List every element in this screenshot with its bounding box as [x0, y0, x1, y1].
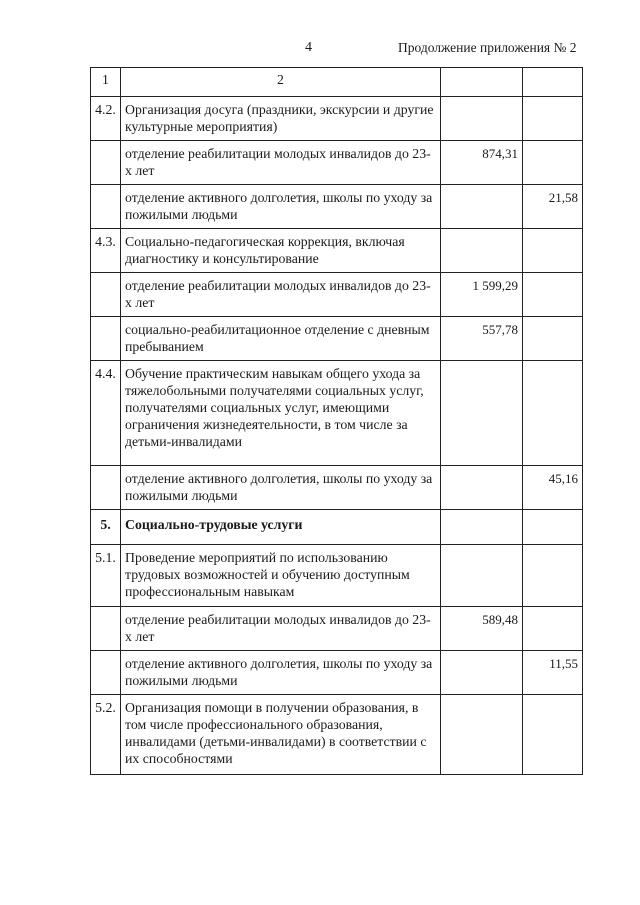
row-value-2-cell: 21,58	[523, 185, 583, 229]
row-name-cell: отделение активного долголетия, школы по уходу за пожилыми людьми	[121, 466, 441, 510]
service-row	[91, 545, 583, 607]
row-number-cell: 5.1.	[91, 545, 121, 607]
row-value-2-cell: 11,55	[523, 651, 583, 695]
row-value-2-cell	[523, 545, 583, 607]
service-row	[91, 97, 583, 141]
row-name-cell: Социально-трудовые услуги	[121, 510, 441, 545]
row-value-1-cell	[441, 466, 523, 510]
row-number-cell	[91, 317, 121, 361]
row-value-1-cell	[441, 510, 523, 545]
row-name-cell: Организация досуга (праздники, экскурсии и другие культурные мероприятия)	[121, 97, 441, 141]
service-row	[91, 695, 583, 775]
header-cell-value-2	[523, 68, 583, 97]
row-value-1-cell	[441, 97, 523, 141]
page-number: 4	[305, 40, 312, 55]
row-value-1-cell	[441, 545, 523, 607]
row-name-cell: Проведение мероприятий по использованию трудовых возможностей и обучению доступным профессиональным навыкам	[121, 545, 441, 607]
header-cell-value-1	[441, 68, 523, 97]
row-name-cell: Обучение практическим навыкам общего ухода за тяжелобольными получателями социальных услуг, получателями социальных услуг, имеющими ограничения жизнедеятельности, в том числе за детьми-инвалидами	[121, 361, 441, 466]
row-name-cell: Социально-педагогическая коррекция, включая диагностику и консультирование	[121, 229, 441, 273]
row-number-cell	[91, 185, 121, 229]
department-row	[91, 185, 583, 229]
row-value-2-cell	[523, 695, 583, 775]
row-number-cell	[91, 651, 121, 695]
row-value-2-cell	[523, 361, 583, 466]
row-value-1-cell: 874,31	[441, 141, 523, 185]
row-value-2-cell	[523, 141, 583, 185]
row-value-2-cell	[523, 273, 583, 317]
row-number-cell: 4.3.	[91, 229, 121, 273]
department-row	[91, 317, 583, 361]
header-cell-number: 1	[91, 68, 121, 97]
row-value-2-cell	[523, 510, 583, 545]
section-row	[91, 510, 583, 545]
row-number-cell	[91, 141, 121, 185]
row-value-1-cell	[441, 229, 523, 273]
row-value-1-cell	[441, 695, 523, 775]
row-name-cell: отделение реабилитации молодых инвалидов до 23-х лет	[121, 607, 441, 651]
department-row	[91, 141, 583, 185]
row-value-2-cell	[523, 317, 583, 361]
department-row	[91, 607, 583, 651]
row-name-cell: отделение реабилитации молодых инвалидов до 23-х лет	[121, 141, 441, 185]
service-row	[91, 229, 583, 273]
row-name-cell: социально-реабилитационное отделение с дневным пребыванием	[121, 317, 441, 361]
row-name-cell: отделение активного долголетия, школы по уходу за пожилыми людьми	[121, 185, 441, 229]
row-name-cell: отделение реабилитации молодых инвалидов до 23-х лет	[121, 273, 441, 317]
row-value-1-cell	[441, 651, 523, 695]
row-value-1-cell: 589,48	[441, 607, 523, 651]
row-number-cell	[91, 273, 121, 317]
services-table-body	[91, 68, 583, 775]
row-number-cell	[91, 607, 121, 651]
services-table	[90, 67, 583, 775]
row-value-2-cell	[523, 607, 583, 651]
header-cell-name: 2	[121, 68, 441, 97]
department-row	[91, 466, 583, 510]
department-row	[91, 651, 583, 695]
row-name-cell: отделение активного долголетия, школы по уходу за пожилыми людьми	[121, 651, 441, 695]
row-value-1-cell	[441, 361, 523, 466]
service-row	[91, 361, 583, 466]
row-value-1-cell: 557,78	[441, 317, 523, 361]
table-header-row	[91, 68, 583, 97]
appendix-continuation-note: Продолжение приложения № 2	[398, 40, 577, 55]
row-value-1-cell	[441, 185, 523, 229]
row-number-cell: 5.	[91, 510, 121, 545]
row-value-2-cell	[523, 97, 583, 141]
row-name-cell: Организация помощи в получении образования, в том числе профессионального образования, инвалидами (детьми-инвалидами) в соответствии с их способностями	[121, 695, 441, 775]
row-value-2-cell	[523, 229, 583, 273]
row-number-cell: 4.4.	[91, 361, 121, 466]
row-number-cell	[91, 466, 121, 510]
row-number-cell: 5.2.	[91, 695, 121, 775]
row-value-1-cell: 1 599,29	[441, 273, 523, 317]
row-value-2-cell: 45,16	[523, 466, 583, 510]
row-number-cell: 4.2.	[91, 97, 121, 141]
department-row	[91, 273, 583, 317]
